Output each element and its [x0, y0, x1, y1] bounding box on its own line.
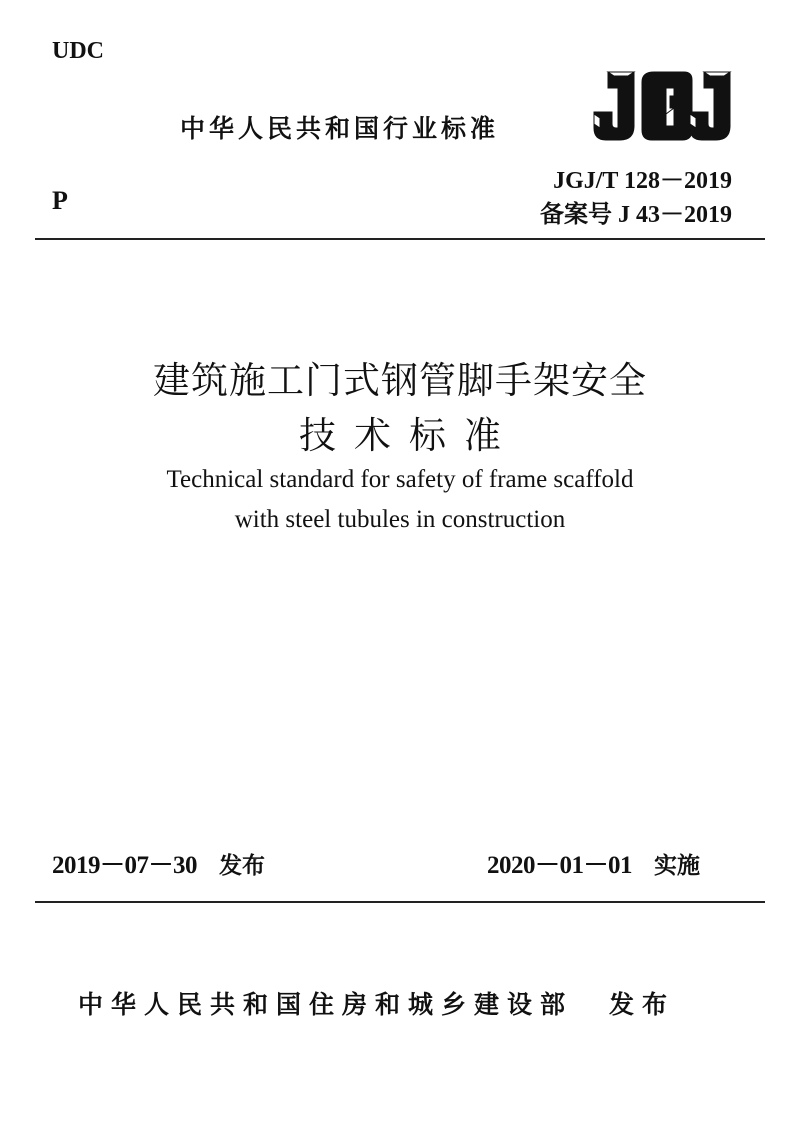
issue-date: 2019－07－30 — [52, 852, 198, 879]
jgj-logo-icon — [592, 70, 740, 142]
category-code: P — [52, 186, 68, 215]
effective-date-block — [487, 845, 700, 881]
publisher-action: 发布 — [609, 990, 676, 1019]
publisher-name: 中华人民共和国住房和城乡建设部 — [78, 990, 574, 1019]
english-title-line-1: Technical standard for safety of frame scaffold — [166, 466, 634, 493]
industry-standard-label: 中华人民共和国行业标准 — [180, 114, 500, 143]
effective-label: 实施 — [654, 853, 701, 879]
header-divider — [35, 238, 765, 240]
standard-number: JGJ/T 128－2019 — [553, 168, 732, 194]
publisher-block — [78, 985, 675, 1021]
english-title-line-2: with steel tubules in construction — [234, 506, 566, 533]
issue-date-block — [52, 845, 265, 881]
issue-label: 发布 — [219, 853, 266, 879]
footer-divider — [35, 901, 765, 903]
record-number: 备案号 J 43－2019 — [540, 202, 732, 228]
chinese-title-line-1: 建筑施工门式钢管脚手架安全 — [153, 361, 647, 402]
effective-date: 2020－01－01 — [487, 852, 633, 879]
chinese-title-line-2: 技术标准 — [299, 416, 519, 457]
jgj-logo — [592, 70, 740, 142]
udc-label: UDC — [52, 38, 104, 64]
